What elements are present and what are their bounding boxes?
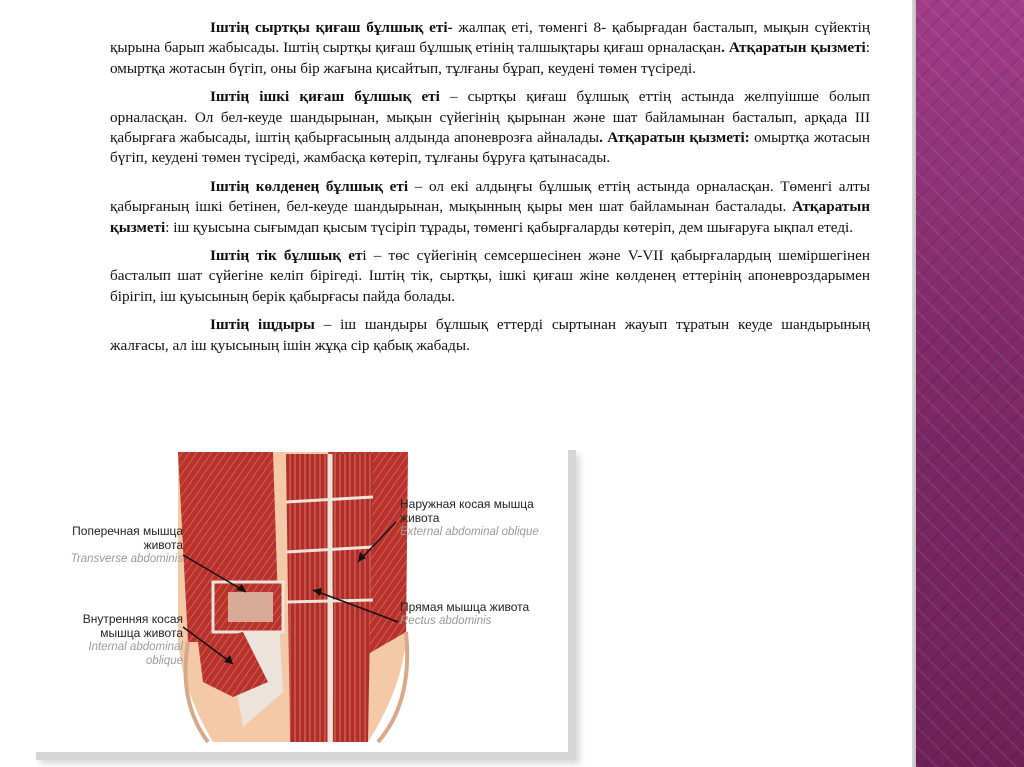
paragraph-fascia: Іштің іщдыры – іш шандыры бұлшық еттерді сыртынан жауып тұратын кеуде шандырының жалғасы, ал іш қуысының ішін жұқа сір қабық жабады.: [110, 316, 870, 354]
label-internal-oblique: Внутренняя косая мышца живота Internal abdominal oblique: [82, 612, 183, 667]
paragraph-external-oblique: Іштің сыртқы қиғаш бұлшық еті- жалпақ еті, төменгі 8- қабырғадан басталып, мықын сүйектің қырына барып жабысады. Іштің сыртқы қиғаш бұлшық етінің талшықтары қиғаш орналасқан. Атқаратын қызметі: омыртқа жотасын бүгіп, оны бір жағына қисайтып, тұлғаны бұрап, кеудені төмен түсіреді.: [110, 19, 870, 77]
abdominal-muscles-illustration: [28, 442, 568, 752]
paragraph-rectus: Іштің тік бұлшық еті – төс сүйегінің семсершесінен және V-VII қабырғалардың шеміршегінен басталып шат сүйегіне келіп бірігеді. Іштің тік, сыртқы, ішкі қиғаш жіне көлденең еттерінің апоневроздарымен бірігіп, іш қуысының берік қабырғасы пайда болады.: [110, 247, 870, 305]
rectus-abdominis-left: [286, 454, 328, 742]
text-body: [110, 18, 870, 364]
paragraph-transverse: Іштің көлденең бұлшық еті – ол екі алдыңғы бұлшық еттің астында орналасқан. Төменгі алты қабырғаның ішкі бетінен, бел-кеуде шандырынан, мықынның қыры мен шат байламынан басталады. Атқаратын қызметі: іш қуысына сығымдап қысым түсіріп тұрады, төменгі қабырғаларды көтеріп, дем шығаруға ықпал етеді.: [110, 177, 870, 236]
label-external-oblique: Наружная косая мышца живота External abdominal oblique: [400, 497, 539, 538]
decorative-sidebar: [916, 0, 1024, 767]
paragraph-internal-oblique: Іштің ішкі қиғаш бұлшық еті – сыртқы қиғаш бұлшық еттің астында желпуішше болып орналасқан. Ол бел-кеуде шандырынан, мықын сүйегінің қырынан және шат байламынан басталып, арқада ІІІ қабырғаға жабысады, іштің қабырғасының алдында апоневрозға айналады. Атқаратын қызметі: омыртқа жотасын бүгіп, кеудені төмен түсіреді, жамбасқа көтеріп, тұлғаны бұруға қатынасады.: [110, 88, 870, 167]
anatomy-figure: [28, 442, 568, 752]
label-transverse: Поперечная мышца живота Transverse abdominis: [70, 524, 183, 565]
label-rectus-abdominis: Прямая мышца живота Rectus abdominis: [400, 600, 530, 627]
